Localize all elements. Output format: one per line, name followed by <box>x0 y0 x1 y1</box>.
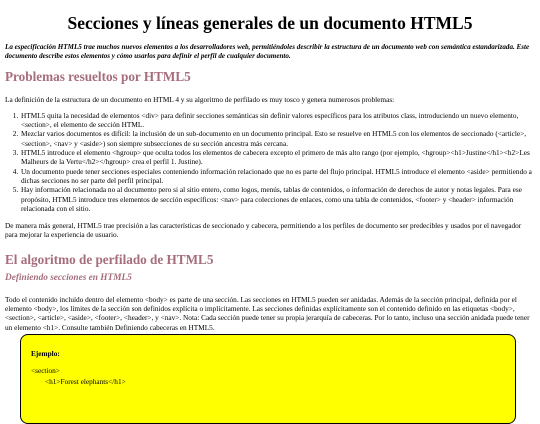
code-line: <h1>Forest elephants</h1> <box>45 377 126 386</box>
algorithm-body-paragraph: Todo el contenido incluído dentro del elemento <body> es parte de una sección. Las secciones en HTML5 pueden ser anidadas. Además de la sección principal, definida por el elemento <body>, los límites de la sección son definidos explícita o implícitamente. Las secciones definidas explícitamente son el contenido definido en las etiquetas <body>, <section>, <article>, <aside>, <footer>, <header>, y <nav>. Nota: Cada sección puede tener su propia jerarquía de cabeceras. Por lo tanto, incluso una sección anidada puede tener un elemento <h1>. Consulte también Definiendo cabeceras en HTML5. <box>5 294 530 332</box>
section-heading-algorithm: El algoritmo de perfilado de HTML5 <box>5 251 214 267</box>
problems-list <box>5 111 535 213</box>
list-item: 1. HTML5 quita la necesidad de elementos <div> para definir secciones semánticas sin definir valores específicos para los atributos class, introduciendo un nuevo elemento, <section>, el elemento de sección HTML. <box>20 111 535 130</box>
example-label: Ejemplo: <box>31 349 60 358</box>
list-item: 2. Mezclar varios documentos es difícil: la inclusión de un sub-documento en un documento principal. Esto se resuelve en HTML5 con los elementos de seccionado (<article>, <section>, <nav> y <aside>) son siempre subsecciones de su sección ancestra más cercana. <box>20 129 535 148</box>
intro-paragraph: La especificación HTML5 trae muchos nuevos elementos a los desarrolladores web, permitiéndoles describir la estructura de un documento web con semántica estandarizada. Este documento describe estos elementos y cómo usarlos para definir el perfil de cualquier documento. <box>5 43 530 61</box>
list-item: 5. Hay información relacionada no al documento pero si al sitio entero, como logos, menús, tablas de contenidos, o información de derechos de autor y notas legales. Para ese propósito, HTML5 introduce tres elementos de sección específicos: <nav> para colecciones de enlaces, como una tabla de contenidos, <footer> y <header> información relacionada con el sitio. <box>20 185 535 213</box>
example-code <box>31 365 505 387</box>
page-title: Secciones y líneas generales de un documento HTML5 <box>67 13 473 33</box>
section-heading-problems: Problemas resueltos por HTML5 <box>5 68 191 84</box>
subsection-heading-defining-sections: Definiendo secciones en HTML5 <box>5 272 132 283</box>
problems-lead-paragraph: La definición de la estructura de un documento en HTML 4 y su algoritmo de perfilado es muy tosco y genera numerosos problemas: <box>5 94 395 104</box>
list-item: 4. Un documento puede tener secciones especiales conteniendo información relacionado que no es parte del flujo principal. HTML5 introduce el elemento <aside> permitiendo a dichas secciones no ser parte del perfil principal. <box>20 167 535 186</box>
example-box <box>20 334 516 424</box>
summary-paragraph: De manera más general, HTML5 trae precisión a las características de seccionado y cabecera, permitiendo a los perfiles de documento ser predecibles y usados por el navegador para mejorar la experiencia de usuario. <box>5 221 522 240</box>
code-line: <section> <box>31 366 60 375</box>
list-item: 3. HTML5 introduce el elemento <hgroup> que oculta todos los elementos de cabecera excepto el primero de más alto rango (por ejemplo, <hgroup><h1>Justine</h1><h2>Les Malheurs de la Vertu</h2></hgroup> crea el perfil 1. Justine). <box>20 148 535 167</box>
